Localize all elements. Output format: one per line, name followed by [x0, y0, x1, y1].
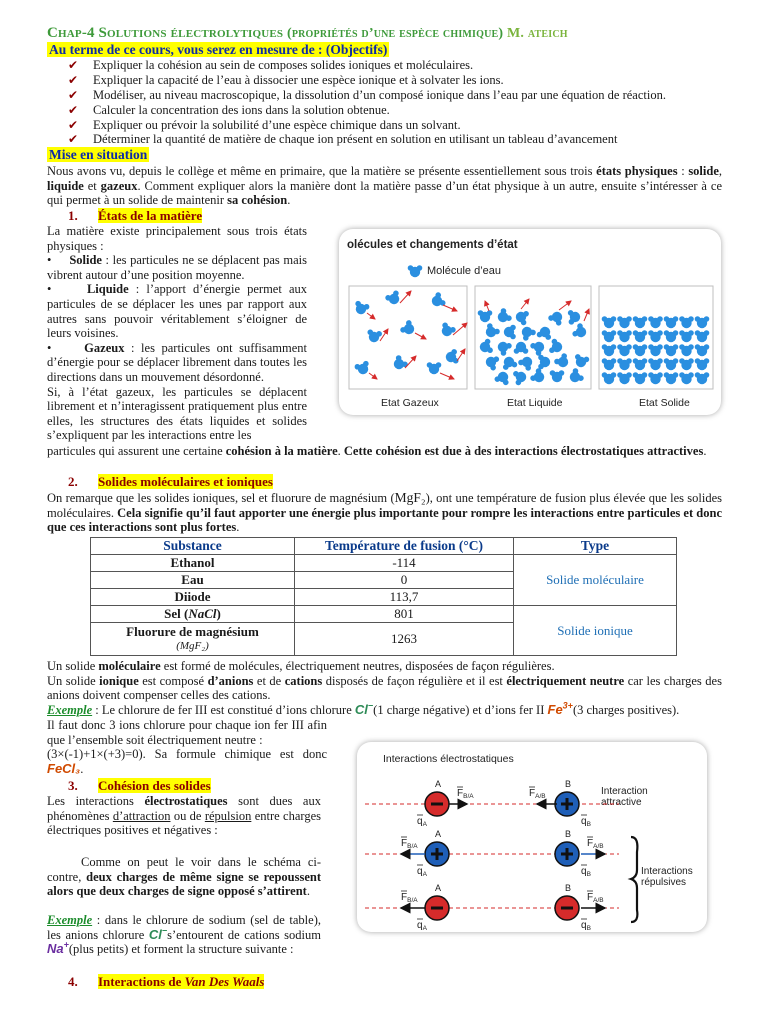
objective-item — [68, 132, 748, 147]
objective-text: Déterminer la quantité de matière de chaque ion présent en solution en utilisant un tableau d’avancement — [93, 132, 618, 147]
repulsive-label-2: répulsives — [641, 877, 687, 888]
section-3-title: 3. Cohésion des solides — [68, 778, 211, 793]
state-liquid: • Liquide : l’apport d’énergie permet aux particules de se déplacer les unes par rapport aux autres sans pouvoir véritablement s’éloigner de leurs voisines. — [47, 282, 307, 341]
checkmark-icon: ✔ — [68, 132, 79, 147]
objective-text: Expliquer ou prévoir la solubilité d’une espèce chimique dans un solvant. — [93, 117, 461, 132]
author: M. ateich — [507, 26, 568, 41]
charge-a-label: A — [435, 829, 442, 839]
table-cell: Diiode — [91, 589, 295, 606]
charge-qb-label: $q_B$ — [581, 866, 591, 878]
electrostatic-figure-svg — [357, 742, 707, 932]
checkmark-icon: ✔ — [68, 58, 79, 72]
charge-qa-label: $q_A$ — [417, 920, 427, 932]
section-3-paragraph-1: Les interactions électrostatiques sont dues aux phénomènes d’attraction ou de répulsion entre charges électriques positives et négatives : — [47, 794, 321, 838]
state-solid: • Solide : les particules ne se déplacent pas mais vibrent autour d’une position moyenne. — [47, 253, 307, 282]
repulsive-label-1: Interactions — [641, 866, 693, 877]
nacl-example: Exemple : dans le chlorure de sodium (sel de table), les anions chlorure Cl−s’entourent de cations sodium Na+(plus petits) et forment la structure suivante : — [47, 913, 321, 957]
positive-charge-icon — [555, 842, 579, 866]
charge-b-label: B — [565, 883, 572, 893]
chapter-title — [47, 26, 568, 42]
table-cell-type: Solide ionique — [514, 606, 677, 656]
states-figure-svg — [339, 229, 721, 415]
checkmark-icon: ✔ — [68, 102, 79, 117]
table-header: Substance — [91, 538, 295, 555]
states-figure — [339, 229, 721, 415]
states-figure-title: olécules et changements d’état — [347, 239, 518, 251]
table-cell: 801 — [295, 606, 514, 623]
attractive-label-1: Interaction — [601, 786, 648, 797]
gas-box — [349, 286, 467, 389]
force-ab-label: $F_{A/B}$ — [529, 788, 546, 800]
charge-a-label: A — [435, 883, 442, 893]
table-cell: Fluorure de magnésium (MgF₂) — [91, 623, 295, 656]
chapter-name: Solutions électrolytiques — [98, 25, 284, 41]
objective-text: Modéliser, au niveau macroscopique, la dissolution d’un composé ionique dans l’eau par une équation de réaction. — [93, 87, 666, 102]
gas-label: Etat Gazeux — [381, 397, 439, 409]
section-1-title: 1. États de la matière — [68, 208, 203, 223]
table-header: Température de fusion (°C) — [295, 538, 514, 555]
objectives-heading: Au terme de ce cours, vous serez en mesure de : (Objectifs) — [49, 42, 388, 57]
section-3-paragraph-2: Comme on peut le voir dans le schéma ci-contre, deux charges de même signe se repoussent alors que deux charges de signe opposé s’attirent. — [47, 855, 322, 899]
objective-text: Expliquer la cohésion au sein de composes solides ioniques et moléculaires. — [93, 58, 474, 72]
table-row — [91, 555, 677, 572]
table-cell: Sel (NaCl) — [91, 606, 295, 623]
charge-qa-label: $q_A$ — [417, 816, 427, 828]
table-cell: -114 — [295, 555, 514, 572]
molecule-legend-label: Molécule d’eau — [427, 265, 501, 277]
chapter-subtitle: (propriétés d’une espèce chimique) — [286, 26, 504, 41]
negative-charge-icon — [425, 896, 449, 920]
situation-heading: Mise en situation — [49, 147, 148, 162]
fecl3-example: Exemple : Le chlorure de fer III est constitué d’ions chlorure Cl−(1 charge négative) et d’ions fer II $Fe^{3+}(3$ charges positives). — [47, 700, 680, 717]
cohesion-text-top: Si, à l’état gazeux, les particules se déplacent librement et n’interagissent pratiquement plus entre elles, les structures des états liquides et solides s’expliquent par les interactions entre les — [47, 384, 307, 443]
objective-item — [68, 58, 748, 73]
table-cell: 113,7 — [295, 589, 514, 606]
table-header-row — [91, 538, 677, 555]
section-2-title: 2. Solides moléculaires et ioniques — [68, 474, 273, 489]
force-ba-label: $F_{B/A}$ — [401, 892, 418, 904]
molecular-definition: Un solide moléculaire est formé de molécules, électriquement neutres, disposées de façon régulières. — [47, 659, 555, 673]
charge-qa-label: $q_A$ — [417, 866, 427, 878]
state-gas: • Gazeux : les particules ont suffisamment d’énergie pour se déplacer librement dans toutes les directions dans un mouvement désordonné. — [47, 340, 307, 384]
section-2-paragraph: On remarque que les solides ioniques, sel et fluorure de magnésium (MgF₂), ont une température de fusion plus élevée que les solides moléculaires. Cela signifie qu’il faut apporter une énergie plus importante pour rompre les interactions entre particules et donc que ces interactions sont plus fortes. — [47, 490, 722, 535]
objective-item — [68, 103, 748, 118]
table-cell: 1263 — [295, 623, 514, 656]
chapter-number: Chap-4 — [47, 25, 95, 41]
checkmark-icon: ✔ — [68, 117, 79, 132]
objective-text: Expliquer la capacité de l’eau à dissocier une espèce ionique et à solvater les ions. — [93, 72, 504, 87]
charge-a-label: A — [435, 779, 442, 789]
negative-charge-icon — [425, 792, 449, 816]
force-ab-label: $F_{A/B}$ — [587, 892, 604, 904]
solid-definitions — [47, 659, 722, 717]
fusion-table — [90, 537, 677, 656]
objective-item — [68, 88, 748, 103]
solid-label: Etat Solide — [639, 397, 690, 409]
table-cell: 0 — [295, 572, 514, 589]
negative-charge-icon — [555, 896, 579, 920]
objective-item — [68, 73, 748, 88]
charge-qb-label: $q_B$ — [581, 816, 591, 828]
objective-text: Calculer la concentration des ions dans la solution obtenue. — [93, 102, 390, 117]
fecl3-explanation: Il faut donc 3 ions chlorure pour chaque ion fer III afin que l’ensemble soit électriquement neutre : (3×(-1)+1×(+3)=0). Sa formule chimique est donc FeCl₃. — [47, 718, 327, 776]
electrostatic-figure — [357, 742, 707, 932]
section-1-states — [47, 224, 307, 443]
positive-charge-icon — [555, 792, 579, 816]
table-cell-type: Solide moléculaire — [514, 555, 677, 606]
repulsive-brace — [631, 837, 637, 922]
checkmark-icon: ✔ — [68, 87, 79, 102]
section-4-title: 4. Interactions de Van Des Waals — [68, 974, 265, 989]
force-ab-label: $F_{A/B}$ — [587, 838, 604, 850]
charge-b-label: B — [565, 779, 572, 789]
electrostatic-figure-title: Interactions électrostatiques — [383, 753, 514, 765]
liquid-label: Etat Liquide — [507, 397, 563, 409]
objective-item — [68, 118, 748, 133]
table-cell: Ethanol — [91, 555, 295, 572]
force-ba-label: $F_{B/A}$ — [457, 788, 474, 800]
cohesion-paragraph: particules qui assurent une certaine cohésion à la matière. Cette cohésion est due à des interactions électrostatiques attractives. — [47, 444, 707, 458]
ionic-definition: Un solide ionique est composé d’anions et de cations disposés de façon régulière et il est électriquement neutre car les charges des anions doivent compenser celles des cations. — [47, 673, 722, 703]
charge-b-label: B — [565, 829, 572, 839]
force-ba-label: $F_{B/A}$ — [401, 838, 418, 850]
table-row — [91, 606, 677, 623]
attractive-label-2: attractive — [601, 797, 642, 808]
positive-charge-icon — [425, 842, 449, 866]
checkmark-icon: ✔ — [68, 72, 79, 87]
water-molecule-legend-icon — [408, 265, 423, 277]
table-cell: Eau — [91, 572, 295, 589]
states-intro: La matière existe principalement sous trois états physiques : — [47, 224, 307, 253]
table-header: Type — [514, 538, 677, 555]
charge-qb-label: $q_B$ — [581, 920, 591, 932]
situation-paragraph: Nous avons vu, depuis le collège et même en primaire, que la matière se présente essentiellement sous trois états physiques : solide, liquide et gazeux. Comment expliquer alors la manière dont la matière passe d’un état physique à un autre, ensuite s’intéresser à ce qui permet à un solide de maintenir sa cohésion. — [47, 164, 722, 208]
objectives-list — [68, 58, 748, 147]
